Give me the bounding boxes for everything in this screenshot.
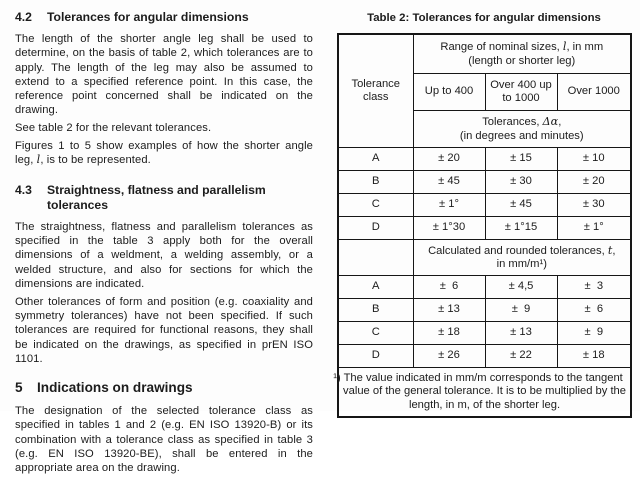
table-header-row-calculated: [338, 240, 631, 276]
table-row-deg-D: [338, 217, 631, 240]
tolerances-deg-text: [482, 116, 561, 128]
calculated-header-cell: [413, 240, 631, 276]
paragraph-text: Figures 1 to 5 show examples of how the shorter angle leg,: [15, 140, 313, 167]
paragraph-text: , is to be represented.: [40, 154, 151, 167]
table-2: [333, 33, 632, 418]
table-row-mm-D: [338, 345, 631, 368]
range-pre: Range of nominal sizes,: [440, 41, 563, 53]
section-4-2-number: 4.2: [15, 10, 32, 24]
value-cell: ± 1°: [413, 194, 485, 217]
tol-post: ,: [558, 116, 562, 128]
class-cell: B: [338, 171, 413, 194]
range-header-text: [440, 41, 603, 53]
value-cell: ± 15: [485, 148, 557, 171]
value-cell: ± 18: [557, 345, 631, 368]
class-cell: C: [338, 322, 413, 345]
variable-t: t: [607, 243, 613, 257]
class-cell: C: [338, 194, 413, 217]
tolerances-deg-line2: (in degrees and minutes): [459, 129, 584, 142]
value-cell: ± 13: [413, 299, 485, 322]
section-5-heading: [15, 380, 313, 396]
section-4-2-heading: [15, 10, 313, 25]
table-row-deg-B: [338, 171, 631, 194]
section-4-3-paragraph-1: The straightness, flatness and parallelism tolerances as specified in the table 3 apply both for the overall dimensions of a weldment, a welding assembly, or a welded structure, and also for sections for which the dimensions are indicated.: [15, 220, 313, 290]
value-cell: ± 9: [485, 299, 557, 322]
value-cell: ± 1°: [557, 217, 631, 240]
section-5-title: Indications on drawings: [37, 380, 193, 396]
range-post: , in mm: [566, 41, 604, 53]
table-header-row-range: [338, 34, 631, 74]
section-4-3-title: Straightness, flatness and parallelism tolerances: [47, 182, 266, 212]
value-cell: ± 18: [413, 322, 485, 345]
section-4-2-title: Tolerances for angular dimensions: [47, 10, 249, 24]
value-cell: ± 30: [557, 194, 631, 217]
calc-pre: Calculated and rounded tolerances,: [428, 244, 608, 257]
value-cell: ± 20: [413, 148, 485, 171]
col-header-over-1000: Over 1000: [557, 74, 631, 111]
table-row-mm-A: [338, 276, 631, 299]
symbol-delta-alpha: Δα: [542, 115, 559, 128]
class-cell: D: [338, 345, 413, 368]
variable-l: l: [562, 40, 567, 53]
text-column: [15, 10, 313, 479]
calculated-line2: in mm/m¹): [496, 258, 547, 270]
section-4-2-paragraph-1: The length of the shorter angle leg shall be used to determine, on the basis of table 2, which tolerances are to apply. The length of the leg may also be assumed to extend to a specified reference point. In this case, the reference point concerned shall be indicated on the drawing.: [15, 33, 313, 117]
section-4-3-heading: [15, 183, 313, 213]
empty-cell: [338, 240, 413, 276]
value-cell: ± 22: [485, 345, 557, 368]
table-row-mm-C: [338, 322, 631, 345]
table-column: [333, 10, 631, 418]
value-cell: ± 45: [413, 171, 485, 194]
value-cell: ± 1°15: [485, 217, 557, 240]
tolerances-deg-header-cell: [413, 111, 631, 148]
table-row-mm-B: [338, 299, 631, 322]
table-row-deg-C: [338, 194, 631, 217]
section-4-3-paragraph-2: Other tolerances of form and position (e.g. coaxiality and symmetry tolerances) have not been specified. If such tolerances are required for functional reasons, they shall be indicated on the drawings, as specified in prEN ISO 1101.: [15, 295, 313, 365]
footnote-cell: ¹) The value indicated in mm/m corresponds to the tangent value of the general tolerance. It is to be multiplied by the length, in m, of the shorter leg.: [338, 368, 631, 418]
value-cell: ± 4,5: [485, 276, 557, 299]
value-cell: ± 20: [557, 171, 631, 194]
calc-post: ,: [612, 244, 616, 257]
value-cell: ± 6: [413, 276, 485, 299]
class-cell: A: [338, 148, 413, 171]
value-cell: ± 45: [485, 194, 557, 217]
corner-cell-tolerance-class: Tolerance class: [338, 34, 413, 148]
value-cell: ± 10: [557, 148, 631, 171]
class-cell: A: [338, 276, 413, 299]
section-5-paragraph-1: The designation of the selected tolerance class as specified in tables 1 and 2 (e.g. EN ISO 13920-B) or its combination with a tolerance class as specified in table 3 (e.g. EN ISO 13920-BE), shall be entered in the appropriate area on the drawing.: [15, 405, 313, 475]
section-4-3-number: 4.3: [15, 182, 32, 197]
value-cell: ± 3: [557, 276, 631, 299]
calculated-text: [428, 245, 615, 257]
table-row-deg-A: [338, 148, 631, 171]
value-cell: ± 6: [557, 299, 631, 322]
variable-l: l: [36, 153, 41, 167]
table-2-title: Table 2: Tolerances for angular dimensions: [367, 12, 601, 24]
range-header-cell: [413, 34, 631, 74]
section-5-number: 5: [15, 380, 23, 396]
range-header-line2: (length or shorter leg): [468, 54, 576, 67]
value-cell: ± 1°30: [413, 217, 485, 240]
value-cell: ± 9: [557, 322, 631, 345]
class-cell: D: [338, 217, 413, 240]
value-cell: ± 13: [485, 322, 557, 345]
section-4-2-paragraph-2: See table 2 for the relevant tolerances.: [15, 122, 212, 135]
col-header-up-to-400: Up to 400: [413, 74, 485, 111]
tol-pre: Tolerances,: [482, 116, 543, 128]
col-header-over-400-up-to-1000: Over 400 up to 1000: [485, 74, 557, 111]
table-footnote-row: [338, 368, 631, 418]
class-cell: B: [338, 299, 413, 322]
section-4-2-paragraph-3: [15, 139, 313, 168]
value-cell: ± 26: [413, 345, 485, 368]
value-cell: ± 30: [485, 171, 557, 194]
